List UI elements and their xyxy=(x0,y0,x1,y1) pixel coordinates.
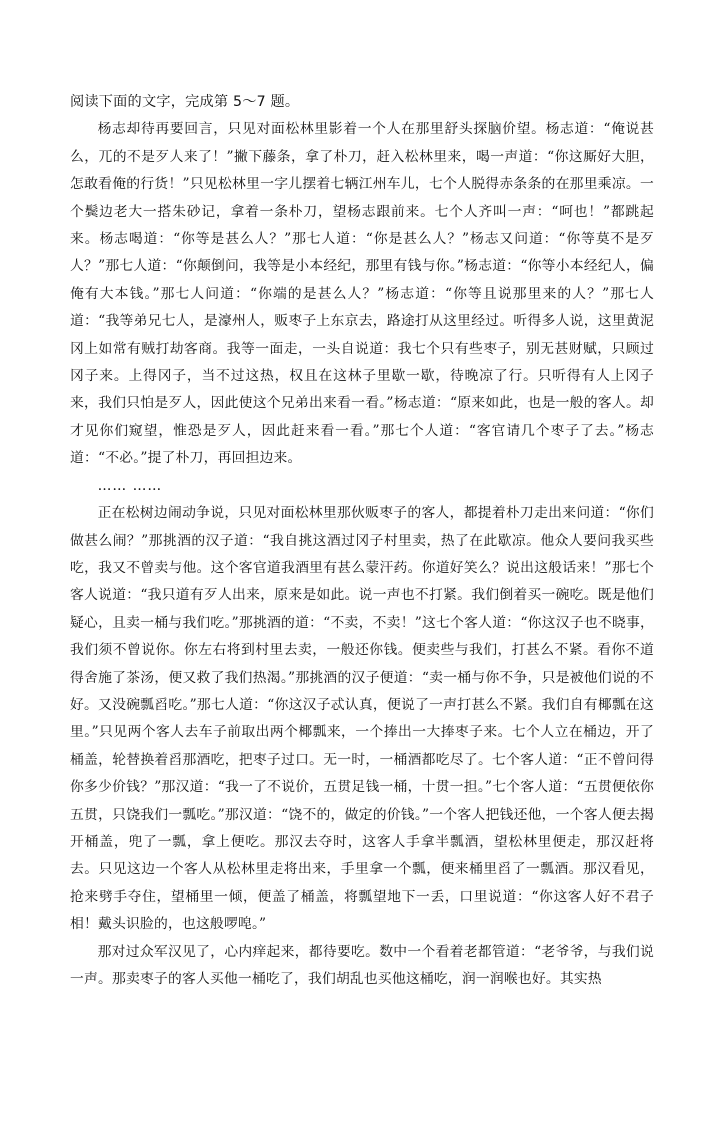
document-body xyxy=(70,89,654,993)
ellipsis-marker: …… …… xyxy=(97,477,163,494)
paragraph-3: 那对过众军汉见了，心内痒起来，都待要吃。数中一个看着老都管道：“老爷爷，与我们说一声。那卖枣子的客人买他一桶吃了，我们胡乱也买他这桶吃，润一润喉也好。其实热 xyxy=(70,943,654,987)
paragraph-2: 正在松树边闹动争说，只见对面松林里那伙贩枣子的客人，都提着朴刀走出来问道：“你们做甚么闹？”那挑酒的汉子道：“我自挑这酒过冈子村里卖，热了在此歇凉。他众人要问我买些吃，我又不曾卖与他。这个客官道我酒里有甚么蒙汗药。你道好笑么？说出这般话来！”那七个客人说道：“我只道有歹人出来，原来是如此。说一声也不打紧。我们倒着买一碗吃。既是他们疑心，且卖一桶与我们吃。”那挑酒的道：“不卖，不卖！”这七个客人道：“你这汉子也不晓事，我们须不曾说你。你左右将到村里去卖，一般还你钱。便卖些与我们，打甚么不紧。看你不道得舍施了茶汤，便又救了我们热渴。”那挑酒的汉子便道：“卖一桶与你不争，只是被他们说的不好。又没碗瓢舀吃。”那七人道：“你这汉子忒认真，便说了一声打甚么不紧。我们自有椰瓢在这里。”只见两个客人去车子前取出两个椰瓢来，一个捧出一大捧枣子来。七个人立在桶边，开了桶盖，轮替换着舀那酒吃，把枣子过口。无一时，一桶酒都吃尽了。七个客人道：“正不曾问得你多少价钱？”那汉道：“我一了不说价，五贯足钱一桶，十贯一担。”七个客人道：“五贯便依你五贯，只饶我们一瓢吃。”那汉道：“饶不的，做定的价钱。”一个客人把钱还他，一个客人便去揭开桶盖，兜了一瓢，拿上便吃。那汉去夺时，这客人手拿半瓢酒，望松林里便走，那汉赶将去。只见这边一个客人从松林里走将出来，手里拿一个瓢，便来桶里舀了一瓢酒。那汉看见，抢来劈手夺住，望桶里一倾，便盖了桶盖，将瓢望地下一丢，口里说道：“你这客人好不君子相！戴头识脸的，也这般啰唣。” xyxy=(70,505,654,933)
paragraph-1: 杨志却待再要回言，只见对面松林里影着一个人在那里舒头探脑价望。杨志道：“俺说甚么，兀的不是歹人来了！”撇下藤条，拿了朴刀，赶入松林里来，喝一声道：“你这厮好大胆，怎敢看俺的行货！”只见松林里一字儿摆着七辆江州车儿，七个人脱得赤条条的在那里乘凉。一个鬓边老大一搭朱砂记，拿着一条朴刀，望杨志跟前来。七个人齐叫一声：“呵也！”都跳起来。杨志喝道：“你等是甚么人？”那七人道：“你是甚么人？”杨志又问道：“你等莫不是歹人？”那七人道：“你颠倒问，我等是小本经纪，那里有钱与你。”杨志道：“你等小本经纪人，偏俺有大本钱。”那七人问道：“你端的是甚么人？”杨志道：“你等且说那里来的人？”那七人道：“我等弟兄七人，是濠州人，贩枣子上东京去，路途打从这里经过。听得多人说，这里黄泥冈上如常有贼打劫客商。我等一面走，一头自说道：我七个只有些枣子，别无甚财赋，只顾过冈子来。上得冈子，当不过这热，权且在这林子里歇一歇，待晚凉了行。只听得有人上冈子来，我们只怕是歹人，因此使这个兄弟出来看一看。”杨志道：“原来如此，也是一般的客人。却才见你们窥望，惟恐是歹人，因此赶来看一看。”那七个人道：“客官请几个枣子了去。”杨志道：“不必。”提了朴刀，再回担边来。 xyxy=(70,121,654,467)
question-heading: 阅读下面的文字，完成第 5～7 题。 xyxy=(70,94,300,110)
